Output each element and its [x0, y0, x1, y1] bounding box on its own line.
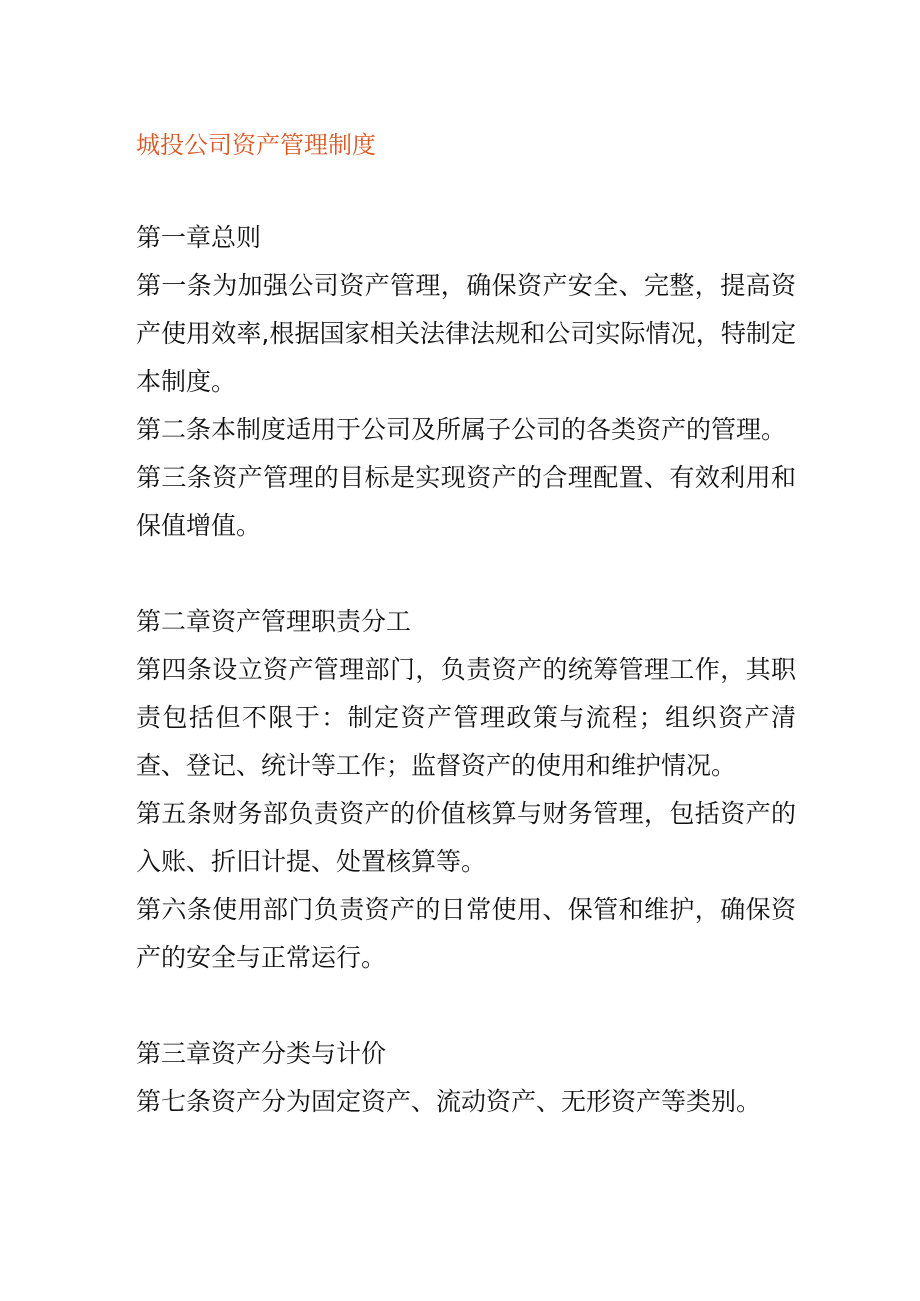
document-title: 城投公司资产管理制度 — [136, 131, 376, 159]
chapter-3 — [136, 1030, 796, 1126]
chapter-2 — [136, 598, 796, 982]
article-4: 第四条设立资产管理部门，负责资产的统筹管理工作，其职责包括但不限于：制定资产管理政策与流程；组织资产清查、登记、统计等工作；监督资产的使用和维护情况。 — [136, 655, 796, 780]
article-5: 第五条财务部负责资产的价值核算与财务管理，包括资产的入账、折旧计提、处置核算等。 — [136, 799, 796, 876]
article-7: 第七条资产分为固定资产、流动资产、无形资产等类别。 — [136, 1087, 762, 1116]
article-3: 第三条资产管理的目标是实现资产的合理配置、有效利用和保值增值。 — [136, 463, 796, 540]
chapter-heading: 第二章资产管理职责分工 — [136, 607, 412, 636]
article-2: 第二条本制度适用于公司及所属子公司的各类资产的管理。 — [136, 415, 787, 444]
chapter-heading: 第三章资产分类与计价 — [136, 1039, 387, 1068]
chapter-heading: 第一章总则 — [136, 223, 262, 252]
document-body — [136, 124, 796, 1126]
chapter-1 — [136, 214, 796, 550]
article-1: 第一条为加强公司资产管理，确保资产安全、完整，提高资产使用效率,根据国家相关法律法规和公司实际情况，特制定本制度。 — [136, 271, 796, 396]
article-6: 第六条使用部门负责资产的日常使用、保管和维护，确保资产的安全与正常运行。 — [136, 895, 796, 972]
